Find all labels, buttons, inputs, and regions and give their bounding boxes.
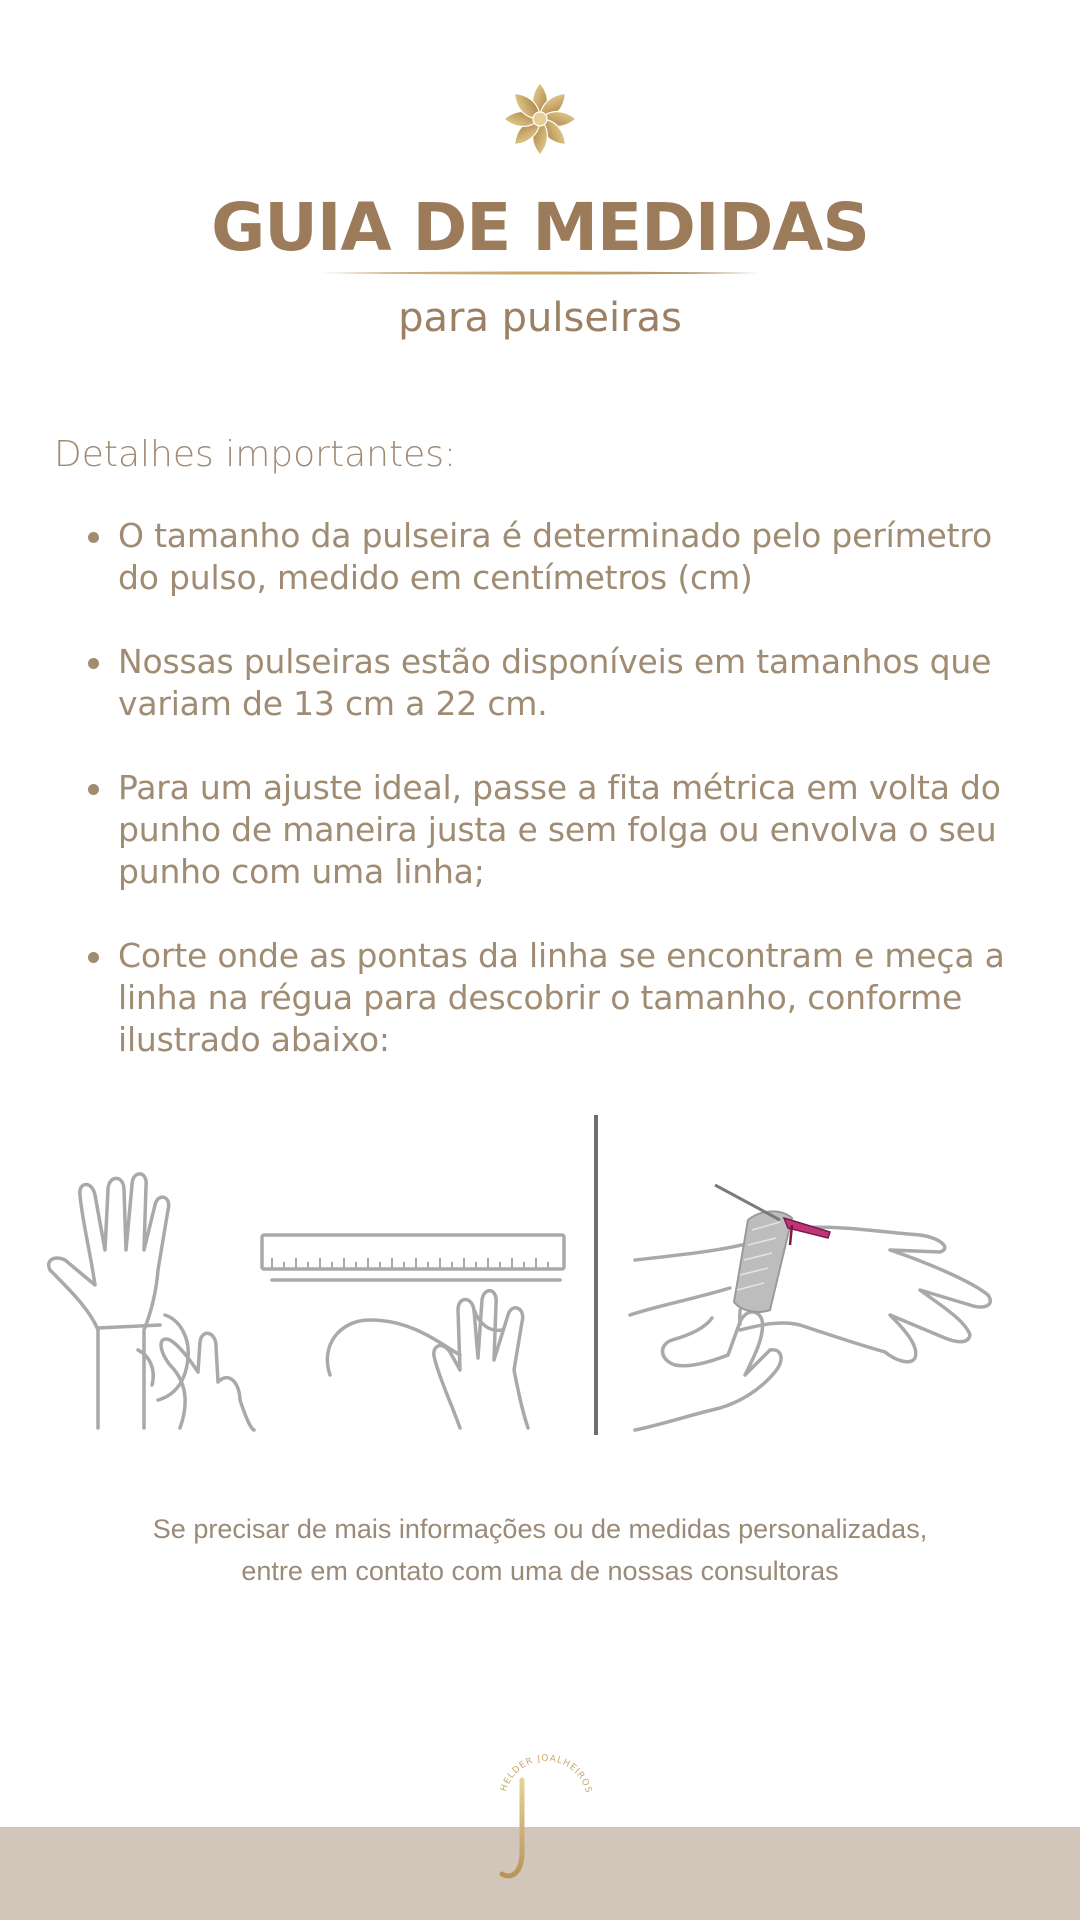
hands-measuring-illustration [40, 1110, 1040, 1440]
title-underline [320, 270, 760, 276]
page-title: GUIA DE MEDIDAS [211, 189, 869, 266]
svg-text:HELDER JOALHEIROS: HELDER JOALHEIROS [499, 1753, 594, 1795]
list-item: Corte onde as pontas da linha se encontram e meça a linha na régua para descobrir o tamanho, conforme ilustrado abaixo: [118, 935, 1038, 1061]
list-item: O tamanho da pulseira é determinado pelo perímetro do pulso, medido em centímetros (cm) [118, 515, 1038, 599]
brand-monogram-icon [476, 1752, 606, 1892]
contact-note [0, 1508, 1080, 1592]
list-item: Nossas pulseiras estão disponíveis em tamanhos que variam de 13 cm a 22 cm. [118, 641, 1038, 725]
contact-note-line-1: Se precisar de mais informações ou de medidas personalizadas, [152, 1514, 928, 1544]
mandala-icon [497, 80, 583, 158]
page-subtitle: para pulseiras [398, 295, 682, 341]
contact-note-line-2: entre em contato com uma de nossas consultoras [241, 1556, 839, 1586]
list-item: Para um ajuste ideal, passe a fita métrica em volta do punho de maneira justa e sem folga ou envolva o seu punho com uma linha; [118, 767, 1038, 893]
details-list [118, 515, 1038, 1103]
details-heading: Detalhes importantes: [54, 434, 457, 475]
